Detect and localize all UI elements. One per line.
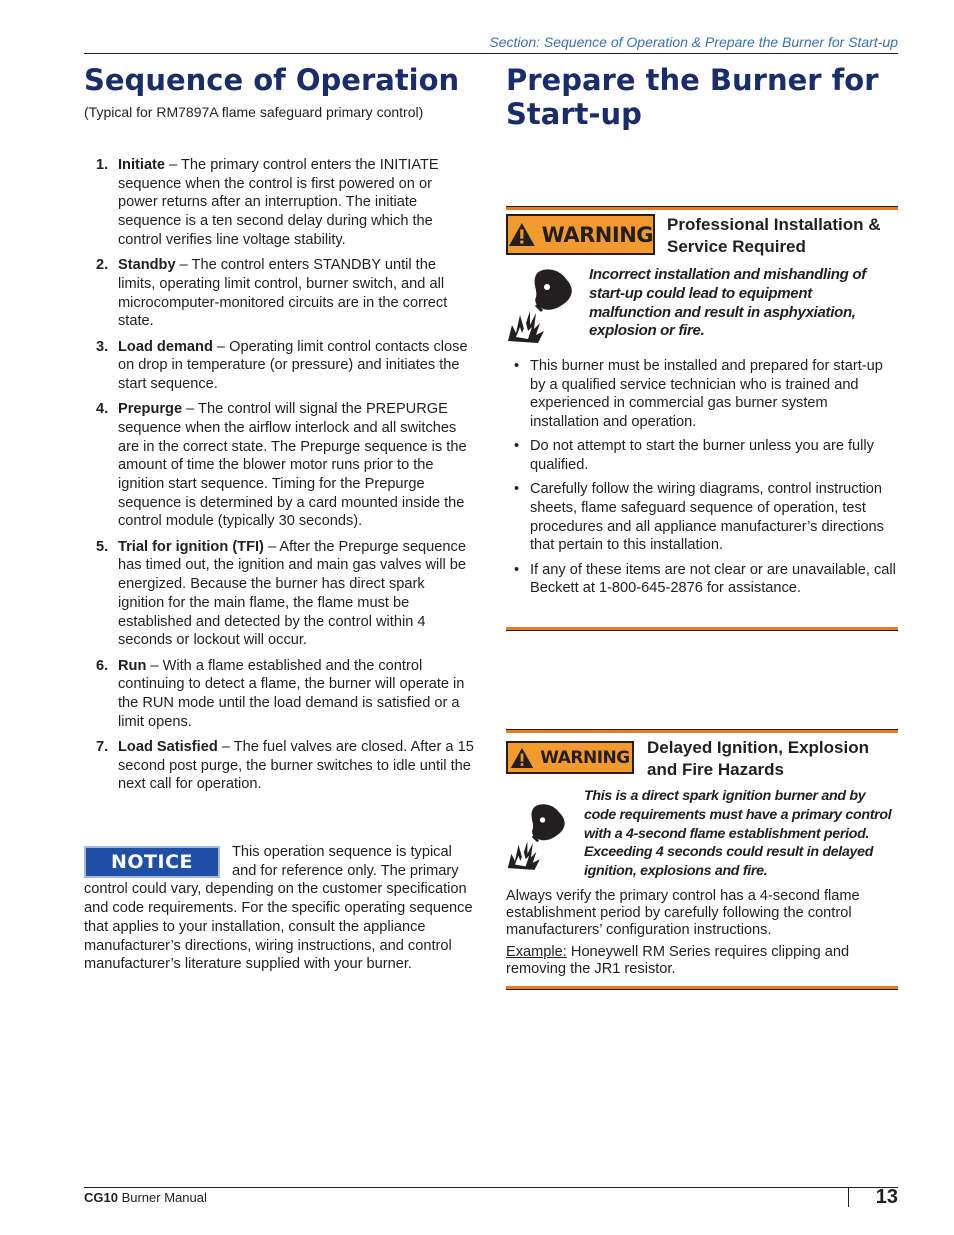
sequence-step: 6. Run – With a flame established and the control continuing to detect a flame, the burner will operate in the RUN mode until the load demand is satisfied or a limit opens. [96,657,465,730]
sequence-step: 5. Trial for ignition (TFI) – After the Prepurge sequence has timed out, the ignition and main gas valves will be energized. Because the burner has direct spark ignition for the main flame, the flame must be established and detected by the control within 4 seconds or lockout will occur. [96,538,467,649]
explosion-hazard-icon [506,800,572,872]
header-rule [84,53,898,54]
warning1-bottom-rule [506,627,898,631]
step-term: Prepurge [118,401,183,418]
list-item: • If any of these items are not clear or are unavailable, call Beckett at 1-800-645-2876 for assistance. [506,561,898,598]
sequence-step: 2. Standby – The control enters STANDBY until the limits, operating limit control, burner switch, and all microcomputer-monitored circuits are in the correct state. [96,257,448,330]
step-text: – The control will signal the PREPURGE sequence when the airflow interlock and all switches are in the correct state. The Prepurge sequence is the amount of time the blower motor runs prior to the ignition start sequence. Timing for the Prepurge sequence is determined by a card mounted inside the control module (typically 30 seconds). [118,401,467,530]
explosion-hazard-icon [506,265,580,345]
list-item: • This burner must be installed and prepared for start-up by a qualified service technician who is trained and experienced in commercial gas burner system installation and operation. [506,357,898,432]
list-item: • Carefully follow the wiring diagrams, control instruction sheets, flame safeguard sequence of operation, test procedures and all appliance manufacturer’s directions that pertain to this installation. [506,480,898,555]
step-text: – The fuel valves are closed. After a 15 second post purge, the burner switches to idle until the next call for operation. [118,738,474,793]
step-text: – After the Prepurge sequence has timed out, the ignition and main gas valves will be energized. Because the burner has direct spark ignition for the main flame, the flame must be established and detected by the control within 4 seconds or lockout will occur. [118,538,467,649]
warning2-hazard: This is a direct spark ignition burner and by code requirements must have a primary control with a 4-second flame establishment period. Exceeding 4 seconds could result in delayed ignition, explosions and fire. [584,788,892,880]
step-text: – With a flame established and the control continuing to detect a flame, the burner will operate in the RUN mode until the load demand is satisfied or a limit opens. [118,657,465,730]
warning1-title: Professional Installation & Service Required [667,215,881,256]
sequence-step: 4. Prepurge – The control will signal the PREPURGE sequence when the airflow interlock and all switches are in the correct state. The Prepurge sequence is the amount of time the blower motor runs prior to the ignition start sequence. Timing for the Prepurge sequence is determined by a card mounted inside the control module (typically 30 seconds). [96,401,467,530]
list-item: • Do not attempt to start the burner unless you are fully qualified. [506,437,898,474]
warning2-paragraph: Always verify the primary control has a 4-second flame establishment period by carefully following the control manufacturers’ configuration instructions. [506,888,860,938]
warning1-badge: WARNING [506,214,655,255]
warning1-bullets [506,357,898,603]
sequence-step: 7. Load Satisfied – The fuel valves are closed. After a 15 second post purge, the burner switches to idle until the next call for operation. [96,738,474,793]
sequence-step: 1. Initiate – The primary control enters the INITIATE sequence when the control is first powered on or power returns after an interruption. The initiate sequence is a ten second delay during which the control verifies line voltage stability. [96,157,439,248]
warning2-badge: WARNING [506,741,634,774]
sequence-step: 3. Load demand – Operating limit control contacts close on drop in temperature (or pressure) and initiates the start sequence. [96,338,468,392]
warning2-bottom-rule [506,986,898,990]
warning1-top-rule [506,206,898,210]
step-term: Initiate [118,157,166,173]
prepare-title: Prepare the Burner for Start-up [506,63,879,131]
page-number: 13 [875,1186,898,1208]
warning-triangle-icon [508,221,536,248]
step-term: Trial for ignition (TFI) [118,538,264,555]
notice-text: This operation sequence is typical and for reference only. The primary control could vary, depending on the customer specification and code requirements. For the specific operating sequence that applies to your installation, consult the appliance manufacturer’s directions, wiring instructions, and control manufacturer’s literature supplied with your burner. [84,844,473,973]
step-text: – Operating limit control contacts close on drop in temperature (or pressure) and initiates the start sequence. [118,338,468,392]
step-term: Load demand [118,338,213,355]
warning-triangle-icon [510,747,534,769]
example-label: Example: [506,944,567,960]
section-header: Section: Sequence of Operation & Prepare the Burner for Start-up [489,34,898,50]
warning1-hazard: Incorrect installation and mishandling of start-up could lead to equipment malfunction and result in asphyxiation, explosion or fire. [589,266,866,340]
sequence-subtitle: (Typical for RM7897A flame safeguard primary control) [84,104,424,120]
step-text: – The control enters STANDBY until the limits, operating limit control, burner switch, and all microcomputer-monitored circuits are in the correct state. [118,257,448,330]
warning2-title: Delayed Ignition, Explosion and Fire Hazards [647,738,869,779]
footer-manual-name: CG10 Burner Manual [84,1190,207,1205]
footer-rule [84,1187,898,1188]
warning2-example: Example: Honeywell RM Series requires clipping and removing the JR1 resistor. [506,944,850,977]
footer-divider [848,1187,849,1207]
step-term: Run [118,657,147,674]
sequence-steps [84,156,474,801]
step-text: – The primary control enters the INITIATE sequence when the control is first powered on or power returns after an interruption. The initiate sequence is a ten second delay during which the control verifies line voltage stability. [118,157,439,248]
step-term: Load Satisfied [118,738,218,755]
step-term: Standby [118,257,176,274]
notice-badge: NOTICE [84,846,220,878]
sequence-title: Sequence of Operation [84,63,460,97]
warning2-top-rule [506,729,898,733]
